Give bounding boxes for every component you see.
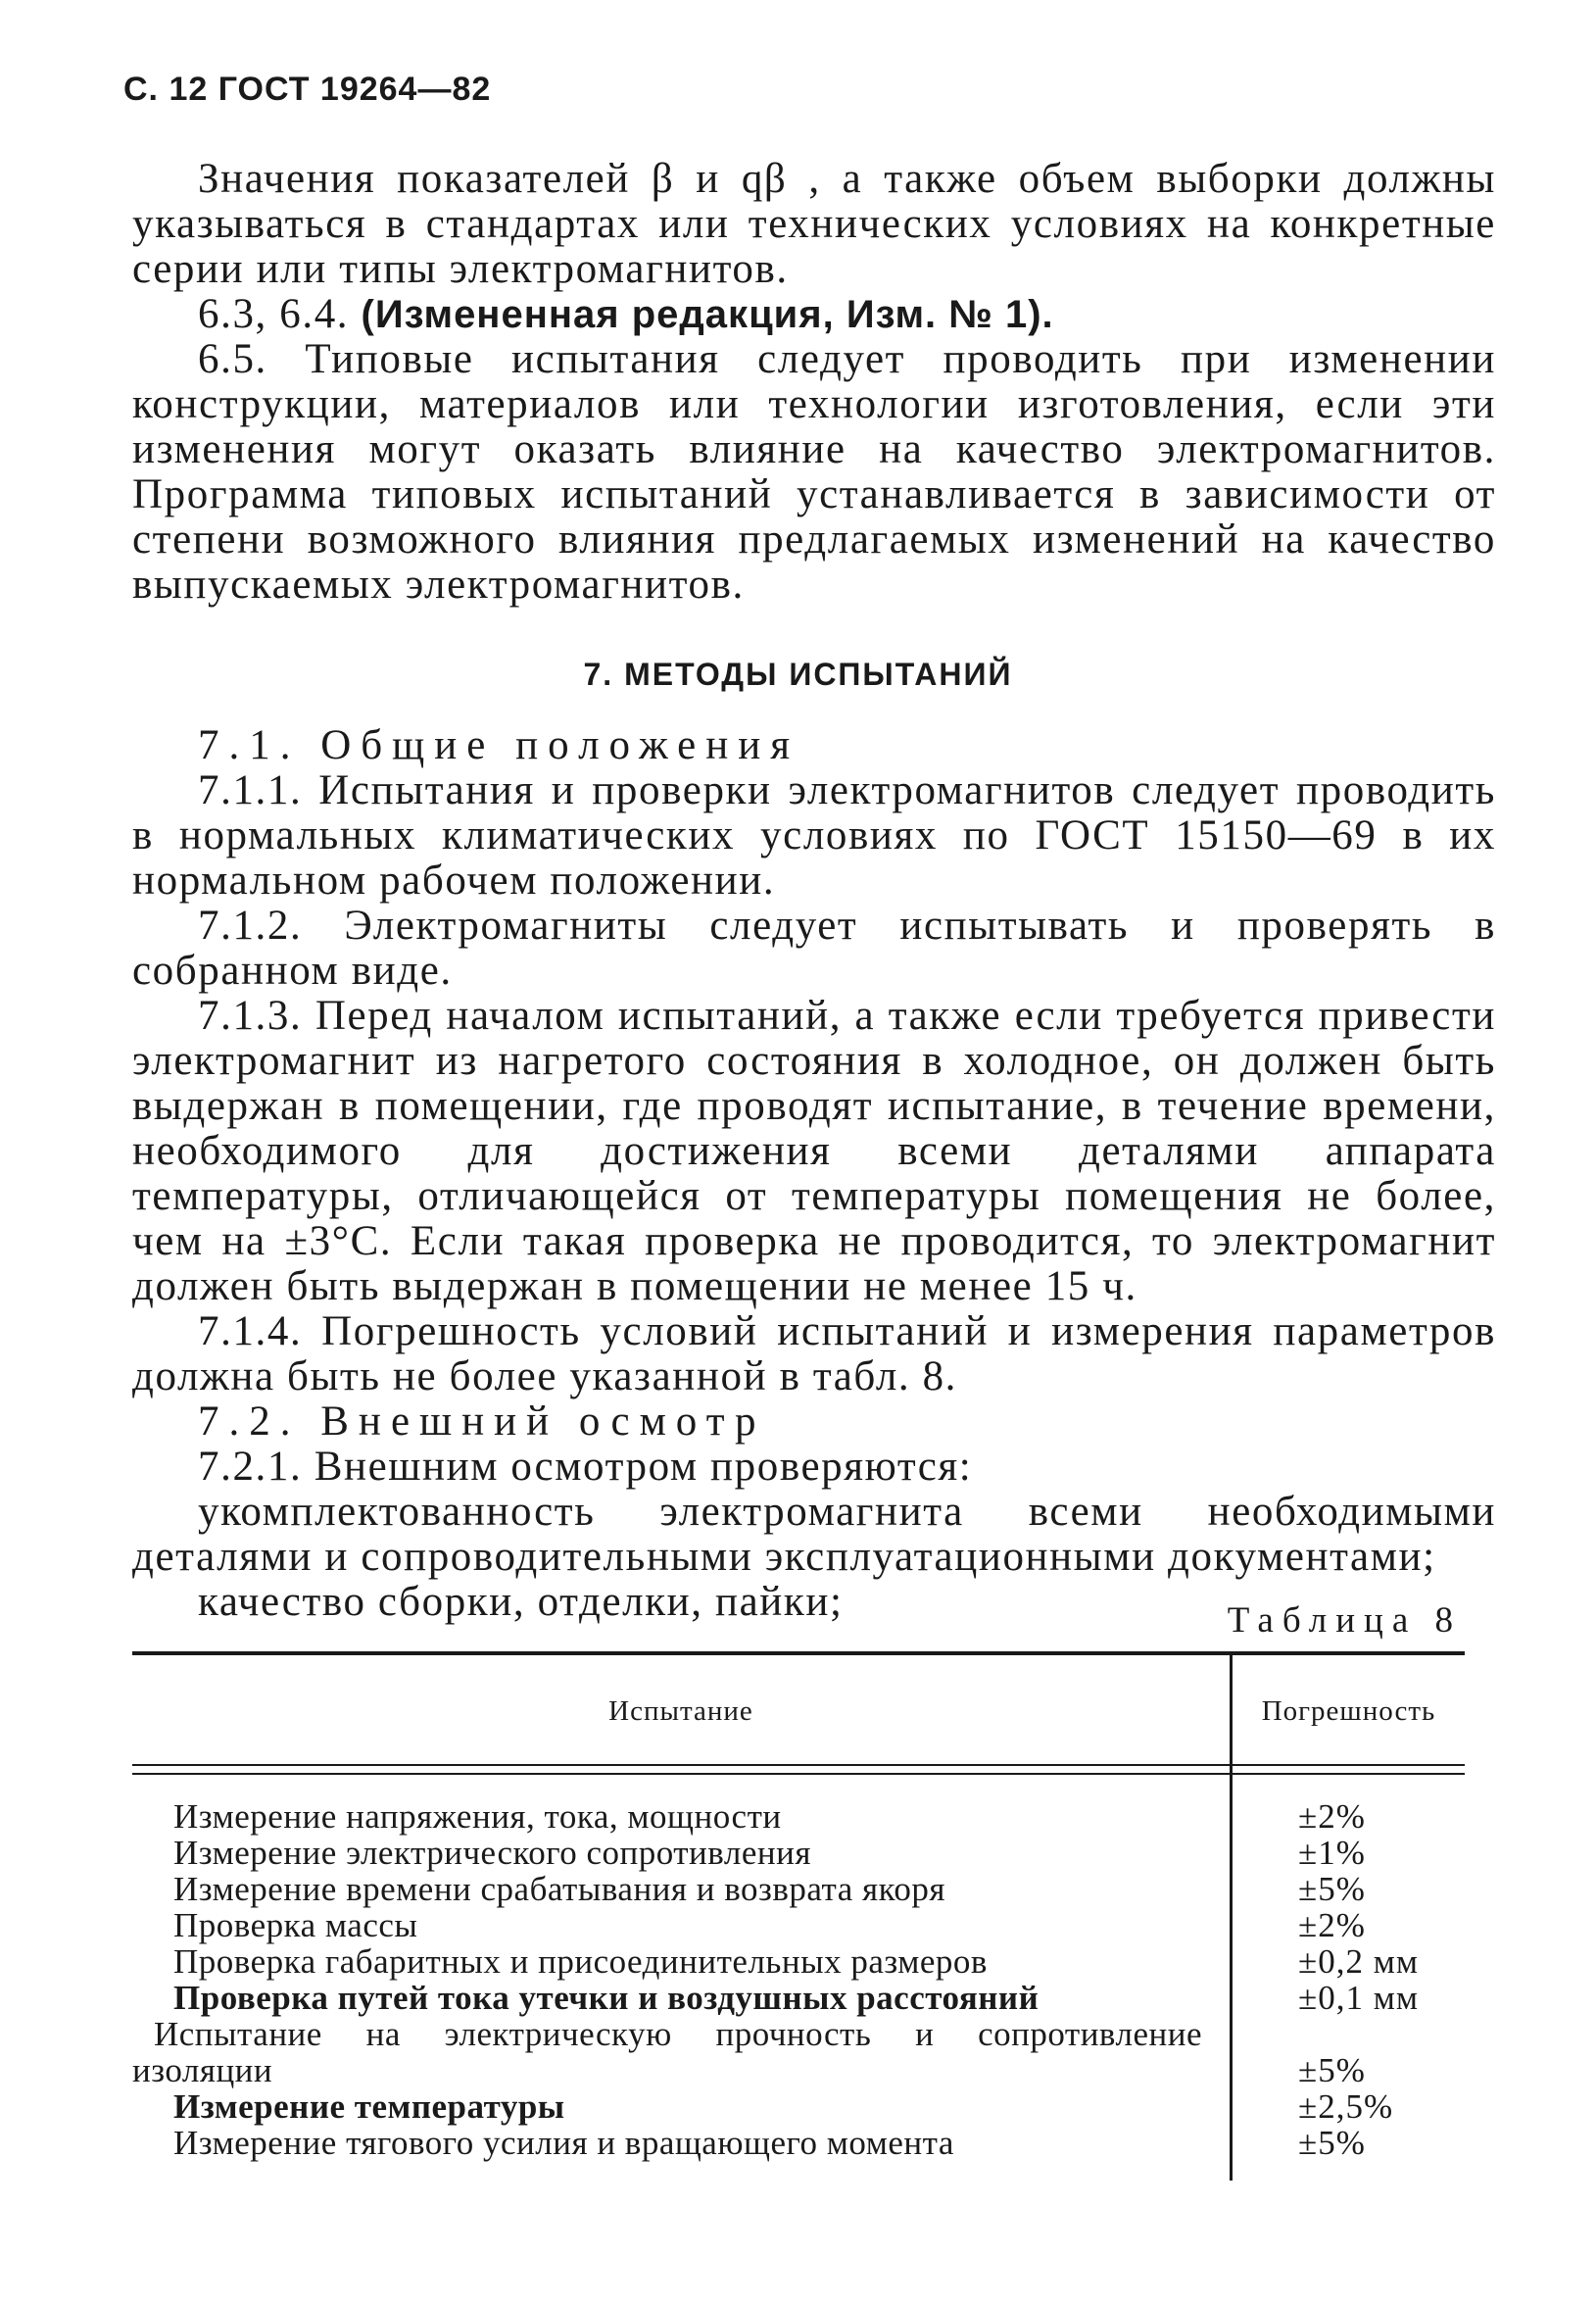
- paragraph-6-3: [132, 292, 1496, 337]
- table-row: [132, 1798, 1465, 1835]
- paragraph-7-2-1-item-completeness: укомплектованность электромагнита всеми необходимыми деталями и сопроводительными эксплуатационными документами;: [132, 1489, 1496, 1580]
- table-cell-test: Проверка массы: [173, 1906, 418, 1944]
- paragraph-6-3-number: 6.3, 6.4.: [198, 291, 350, 337]
- table-cell-error: ±0,1 мм: [1298, 1979, 1420, 2017]
- paragraph-7-2-1-item-quality: качество сборки, отделки, пайки;: [198, 1579, 844, 1625]
- table-cell-test-continued: изоляции: [132, 2051, 273, 2089]
- table-top-rule: [132, 1651, 1465, 1655]
- paragraph-indicators: Значения показателей β и qβ , а также объем выборки должны указываться в стандартах или технических условиях на конкретные серии или типы электромагнитов.: [132, 156, 1496, 292]
- page-header: С. 12 ГОСТ 19264—82: [123, 71, 492, 108]
- table-cell-test: Измерение времени срабатывания и возврата якоря: [173, 1870, 945, 1908]
- paragraph-6-3-amendment: (Измененная редакция, Изм. № 1).: [361, 293, 1054, 336]
- table-row: [132, 2088, 1465, 2125]
- table-row: [132, 2125, 1465, 2161]
- table-cell-error: ±1%: [1298, 1834, 1366, 1872]
- paragraph-7-1-2: 7.1.2. Электромагниты следует испытывать и проверять в собранном виде.: [132, 903, 1496, 994]
- table-header-rule: [132, 1764, 1465, 1766]
- table-body: [132, 1798, 1465, 2161]
- table-header-test: Испытание: [608, 1695, 753, 1727]
- table-cell-error: ±5%: [1298, 1870, 1366, 1908]
- table-cell-test: Испытание на электрическую прочность и сопротивление: [154, 2015, 1202, 2053]
- table-row: [132, 1871, 1465, 1907]
- table-header-rule-double: [132, 1773, 1465, 1775]
- table-header-error: Погрешность: [1261, 1695, 1436, 1727]
- table-row: [132, 2016, 1465, 2052]
- subsection-7-1-title: 7.1. Общие положения: [198, 722, 800, 768]
- table-cell-error: ±5%: [1298, 2124, 1366, 2162]
- table-cell-error: ±2,5%: [1298, 2087, 1394, 2126]
- table-row: [132, 1980, 1465, 2016]
- table-caption: Таблица 8: [1227, 1600, 1462, 1641]
- table-row: [132, 1943, 1465, 1980]
- paragraph-7-2-1: 7.2.1. Внешним осмотром проверяются:: [198, 1444, 973, 1490]
- table-cell-error: ±2%: [1298, 1906, 1366, 1944]
- table-row: [132, 1907, 1465, 1943]
- paragraph-7-1-3: 7.1.3. Перед началом испытаний, а также если требуется привести электромагнит из нагретого состояния в холодное, он должен быть выдержан в помещении, где проводят испытание, в течение времени, необходимого для достижения всеми деталями аппарата температуры, отличающейся от температуры помещения не более, чем на ±3°С. Если такая проверка не проводится, то электромагнит должен быть выдержан в помещении не менее 15 ч.: [132, 993, 1496, 1309]
- table-cell-test: Проверка габаритных и присоединительных размеров: [173, 1942, 988, 1981]
- table-cell-test: Измерение тягового усилия и вращающего момента: [173, 2124, 954, 2162]
- table-cell-test: Измерение температуры: [173, 2087, 565, 2126]
- paragraph-7-1-1: 7.1.1. Испытания и проверки электромагнитов следует проводить в нормальных климатических условиях по ГОСТ 15150—69 в их нормальном рабочем положении.: [132, 767, 1496, 904]
- table-cell-error: ±5%: [1298, 2051, 1366, 2089]
- top-text-block: [132, 157, 1496, 608]
- table-cell-test: Проверка путей тока утечки и воздушных расстояний: [173, 1979, 1040, 2017]
- table-8: [132, 1651, 1465, 2181]
- table-cell-error: ±2%: [1298, 1797, 1366, 1836]
- paragraph-7-1-4: 7.1.4. Погрешность условий испытаний и измерения параметров должна быть не более указанной в табл. 8.: [132, 1308, 1496, 1399]
- table-row: [132, 1835, 1465, 1871]
- table-row: [132, 2052, 1465, 2088]
- section-7-text-block: [132, 723, 1496, 1625]
- subsection-7-2-title: 7.2. Внешний осмотр: [198, 1398, 766, 1445]
- section-title: 7. МЕТОДЫ ИСПЫТАНИЙ: [583, 657, 1013, 692]
- table-cell-test: Измерение электрического сопротивления: [173, 1834, 811, 1872]
- paragraph-6-5: 6.5. Типовые испытания следует проводить при изменении конструкции, материалов или технологии изготовления, если эти изменения могут оказать влияние на качество электромагнитов. Программа типовых испытаний устанавливается в зависимости от степени возможного влияния предлагаемых изменений на качество выпускаемых электромагнитов.: [132, 336, 1496, 608]
- table-cell-error: ±0,2 мм: [1298, 1942, 1420, 1981]
- table-cell-test: Измерение напряжения, тока, мощности: [173, 1797, 782, 1836]
